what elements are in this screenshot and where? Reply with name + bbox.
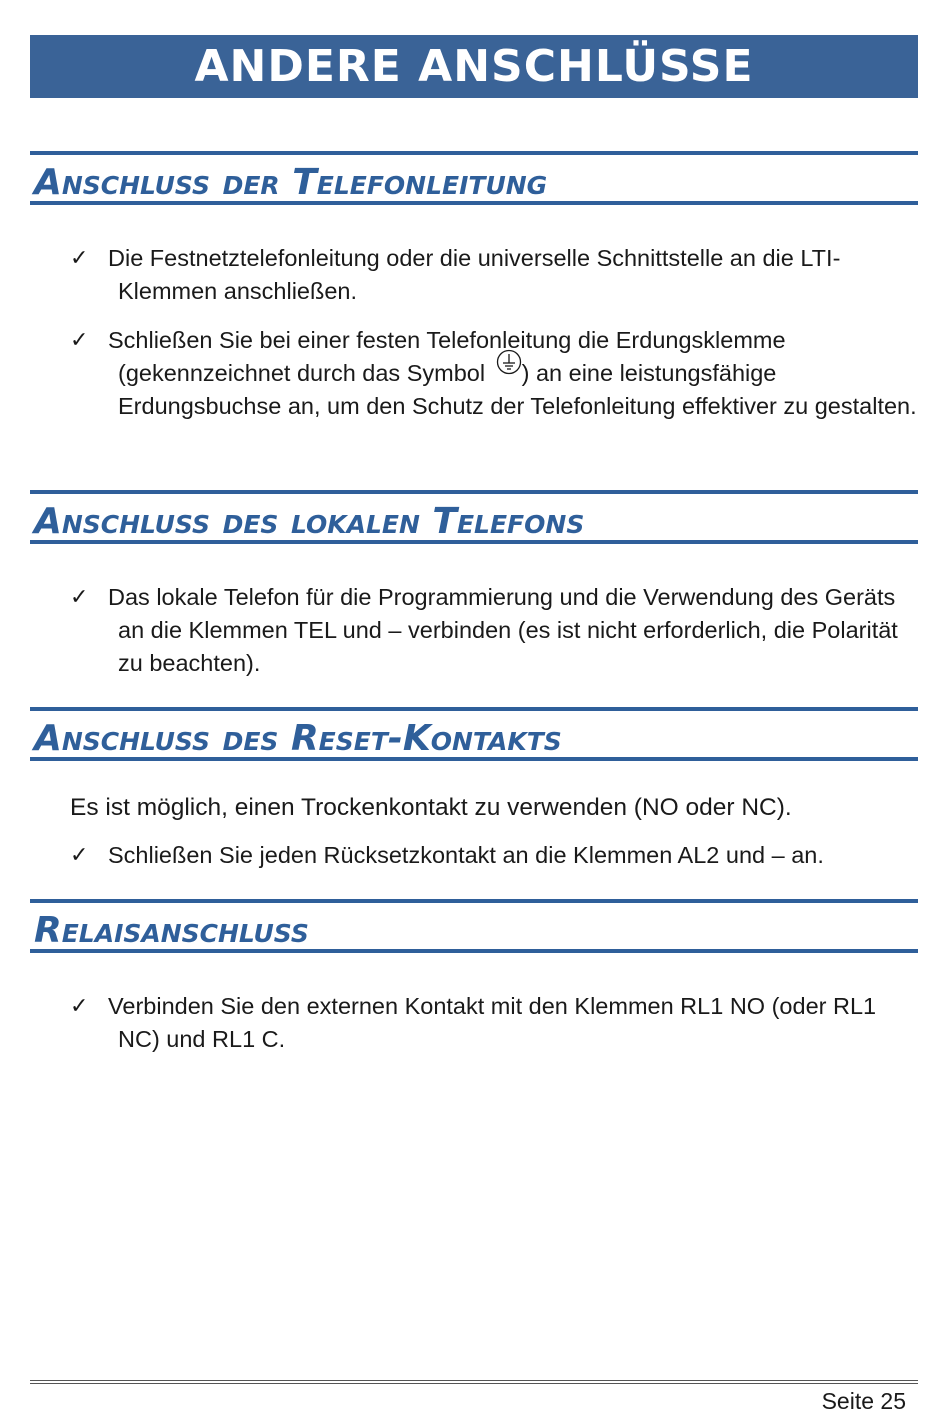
list-item-text: Verbinden Sie den externen Kontakt mit den Klemmen RL1 NO (oder RL1 NC) und RL1 C. [108, 993, 877, 1052]
list-item [70, 581, 920, 680]
list-item-text: Schließen Sie bei einer festen Telefonleitung die Erdungsklemme (gekennzeichnet durch das Symbol ) an eine leistungsfähige Erdungsbuchse an, um den Schutz der Telefonleitung effektiver zu gestalten. [108, 327, 917, 419]
list-item-text: Schließen Sie jeden Rücksetzkontakt an die Klemmen AL2 und – an. [108, 842, 824, 868]
page-title-bar [30, 35, 918, 98]
section-title: Anschluss des lokalen Telefons [34, 501, 585, 542]
section-title: Relaisanschluss [34, 910, 309, 951]
section-header-reset-kontakt [30, 707, 918, 761]
list-item-text: Das lokale Telefon für die Programmierung und die Verwendung des Geräts an die Klemmen TEL und – verbinden (es ist nicht erforderlich, die Polarität zu beachten). [108, 584, 898, 676]
footer-divider [30, 1380, 918, 1384]
section-title: Anschluss der Telefonleitung [34, 162, 548, 203]
checkmark-icon: ✓ [70, 843, 89, 868]
section-header-relaisanschluss [30, 899, 918, 953]
page-number: Seite 25 [821, 1388, 906, 1414]
section-paragraph: Es ist möglich, einen Trockenkontakt zu verwenden (NO oder NC). [70, 794, 792, 821]
list-item [70, 324, 920, 423]
list-item-text: Die Festnetztelefonleitung oder die universelle Schnittstelle an die LTI-Klemmen anschließen. [108, 245, 841, 304]
ground-symbol-icon [496, 349, 522, 375]
section-title: Anschluss des Reset-Kontakts [34, 718, 562, 759]
section-header-telefonleitung [30, 151, 918, 205]
list-item [70, 990, 920, 1056]
checkmark-icon: ✓ [70, 585, 89, 610]
list-item [70, 242, 920, 308]
checkmark-icon: ✓ [70, 994, 89, 1019]
checkmark-icon: ✓ [70, 246, 89, 271]
section-header-lokales-telefon [30, 490, 918, 544]
list-item [70, 839, 920, 872]
page-title: ANDERE ANSCHLÜSSE [194, 41, 754, 92]
checkmark-icon: ✓ [70, 328, 89, 353]
